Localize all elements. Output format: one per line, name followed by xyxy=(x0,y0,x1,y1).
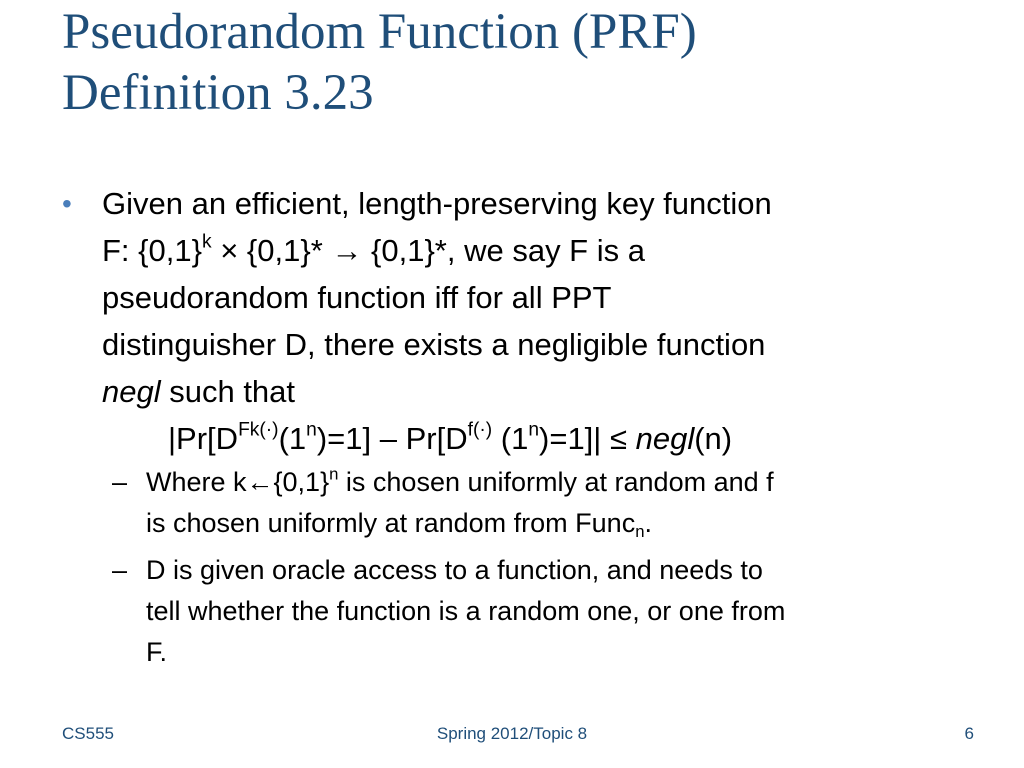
formula-part: )=1]| ≤ xyxy=(539,421,636,456)
bullet-line-1: Given an efficient, length-preserving key function xyxy=(102,186,772,221)
sub-bullet-2-line-3: F. xyxy=(146,637,168,667)
main-bullet xyxy=(62,180,992,462)
prf-formula xyxy=(102,415,992,462)
text-span: F: {0,1} xyxy=(102,233,202,268)
formula-sup: Fk(·) xyxy=(238,419,279,441)
formula-part: (1 xyxy=(492,421,529,456)
footer-page-number: 6 xyxy=(964,724,974,743)
sub-bullet-2-line-1: D is given oracle access to a function, and needs to xyxy=(146,555,763,585)
bullet-marker: • xyxy=(62,188,72,219)
footer-course: CS555 xyxy=(62,724,114,743)
text-span: is chosen uniformly at random and f xyxy=(338,467,774,497)
bullet-line-3: pseudorandom function iff for all PPT xyxy=(102,280,612,315)
dash-marker: – xyxy=(112,555,128,585)
subscript-n: n xyxy=(635,522,645,542)
text-span: Where k←{0,1} xyxy=(146,467,330,497)
text-span: is chosen uniformly at random from Func xyxy=(146,508,636,538)
formula-part: )=1] – Pr[D xyxy=(316,421,468,456)
superscript-k: k xyxy=(201,231,212,253)
formula-part: (1 xyxy=(278,421,307,456)
sub-bullet-1 xyxy=(62,462,992,544)
slide-title xyxy=(62,2,1002,124)
bullet-line-4: distinguisher D, there exists a negligible function xyxy=(102,327,766,362)
bullet-line-2 xyxy=(102,227,992,274)
sub-bullet-1-line-1 xyxy=(146,462,992,503)
formula-part: (n) xyxy=(694,421,733,456)
sub-bullet-2-line-2: tell whether the function is a random one, or one from xyxy=(146,596,786,626)
footer-topic: Spring 2012/Topic 8 xyxy=(436,724,588,743)
text-span: such that xyxy=(160,374,296,409)
formula-part: |Pr[D xyxy=(168,421,239,456)
sub-bullet-2 xyxy=(62,550,992,673)
dash-marker: – xyxy=(112,467,128,497)
negl-italic: negl xyxy=(102,374,161,409)
text-span: . xyxy=(644,508,653,538)
slide-title-line-2: Definition 3.23 xyxy=(62,65,374,121)
negl-italic: negl xyxy=(635,421,695,456)
slide-title-line-1: Pseudorandom Function (PRF) xyxy=(62,4,697,60)
formula-sup: n xyxy=(528,419,540,441)
text-span: × {0,1}* → {0,1}*, we say F is a xyxy=(211,233,645,268)
bullet-line-5 xyxy=(102,368,992,415)
formula-sup: n xyxy=(306,419,317,441)
superscript-n: n xyxy=(329,464,339,484)
sub-bullet-1-line-2 xyxy=(146,503,992,544)
slide-body xyxy=(62,180,992,673)
formula-sup: f(·) xyxy=(467,419,493,441)
